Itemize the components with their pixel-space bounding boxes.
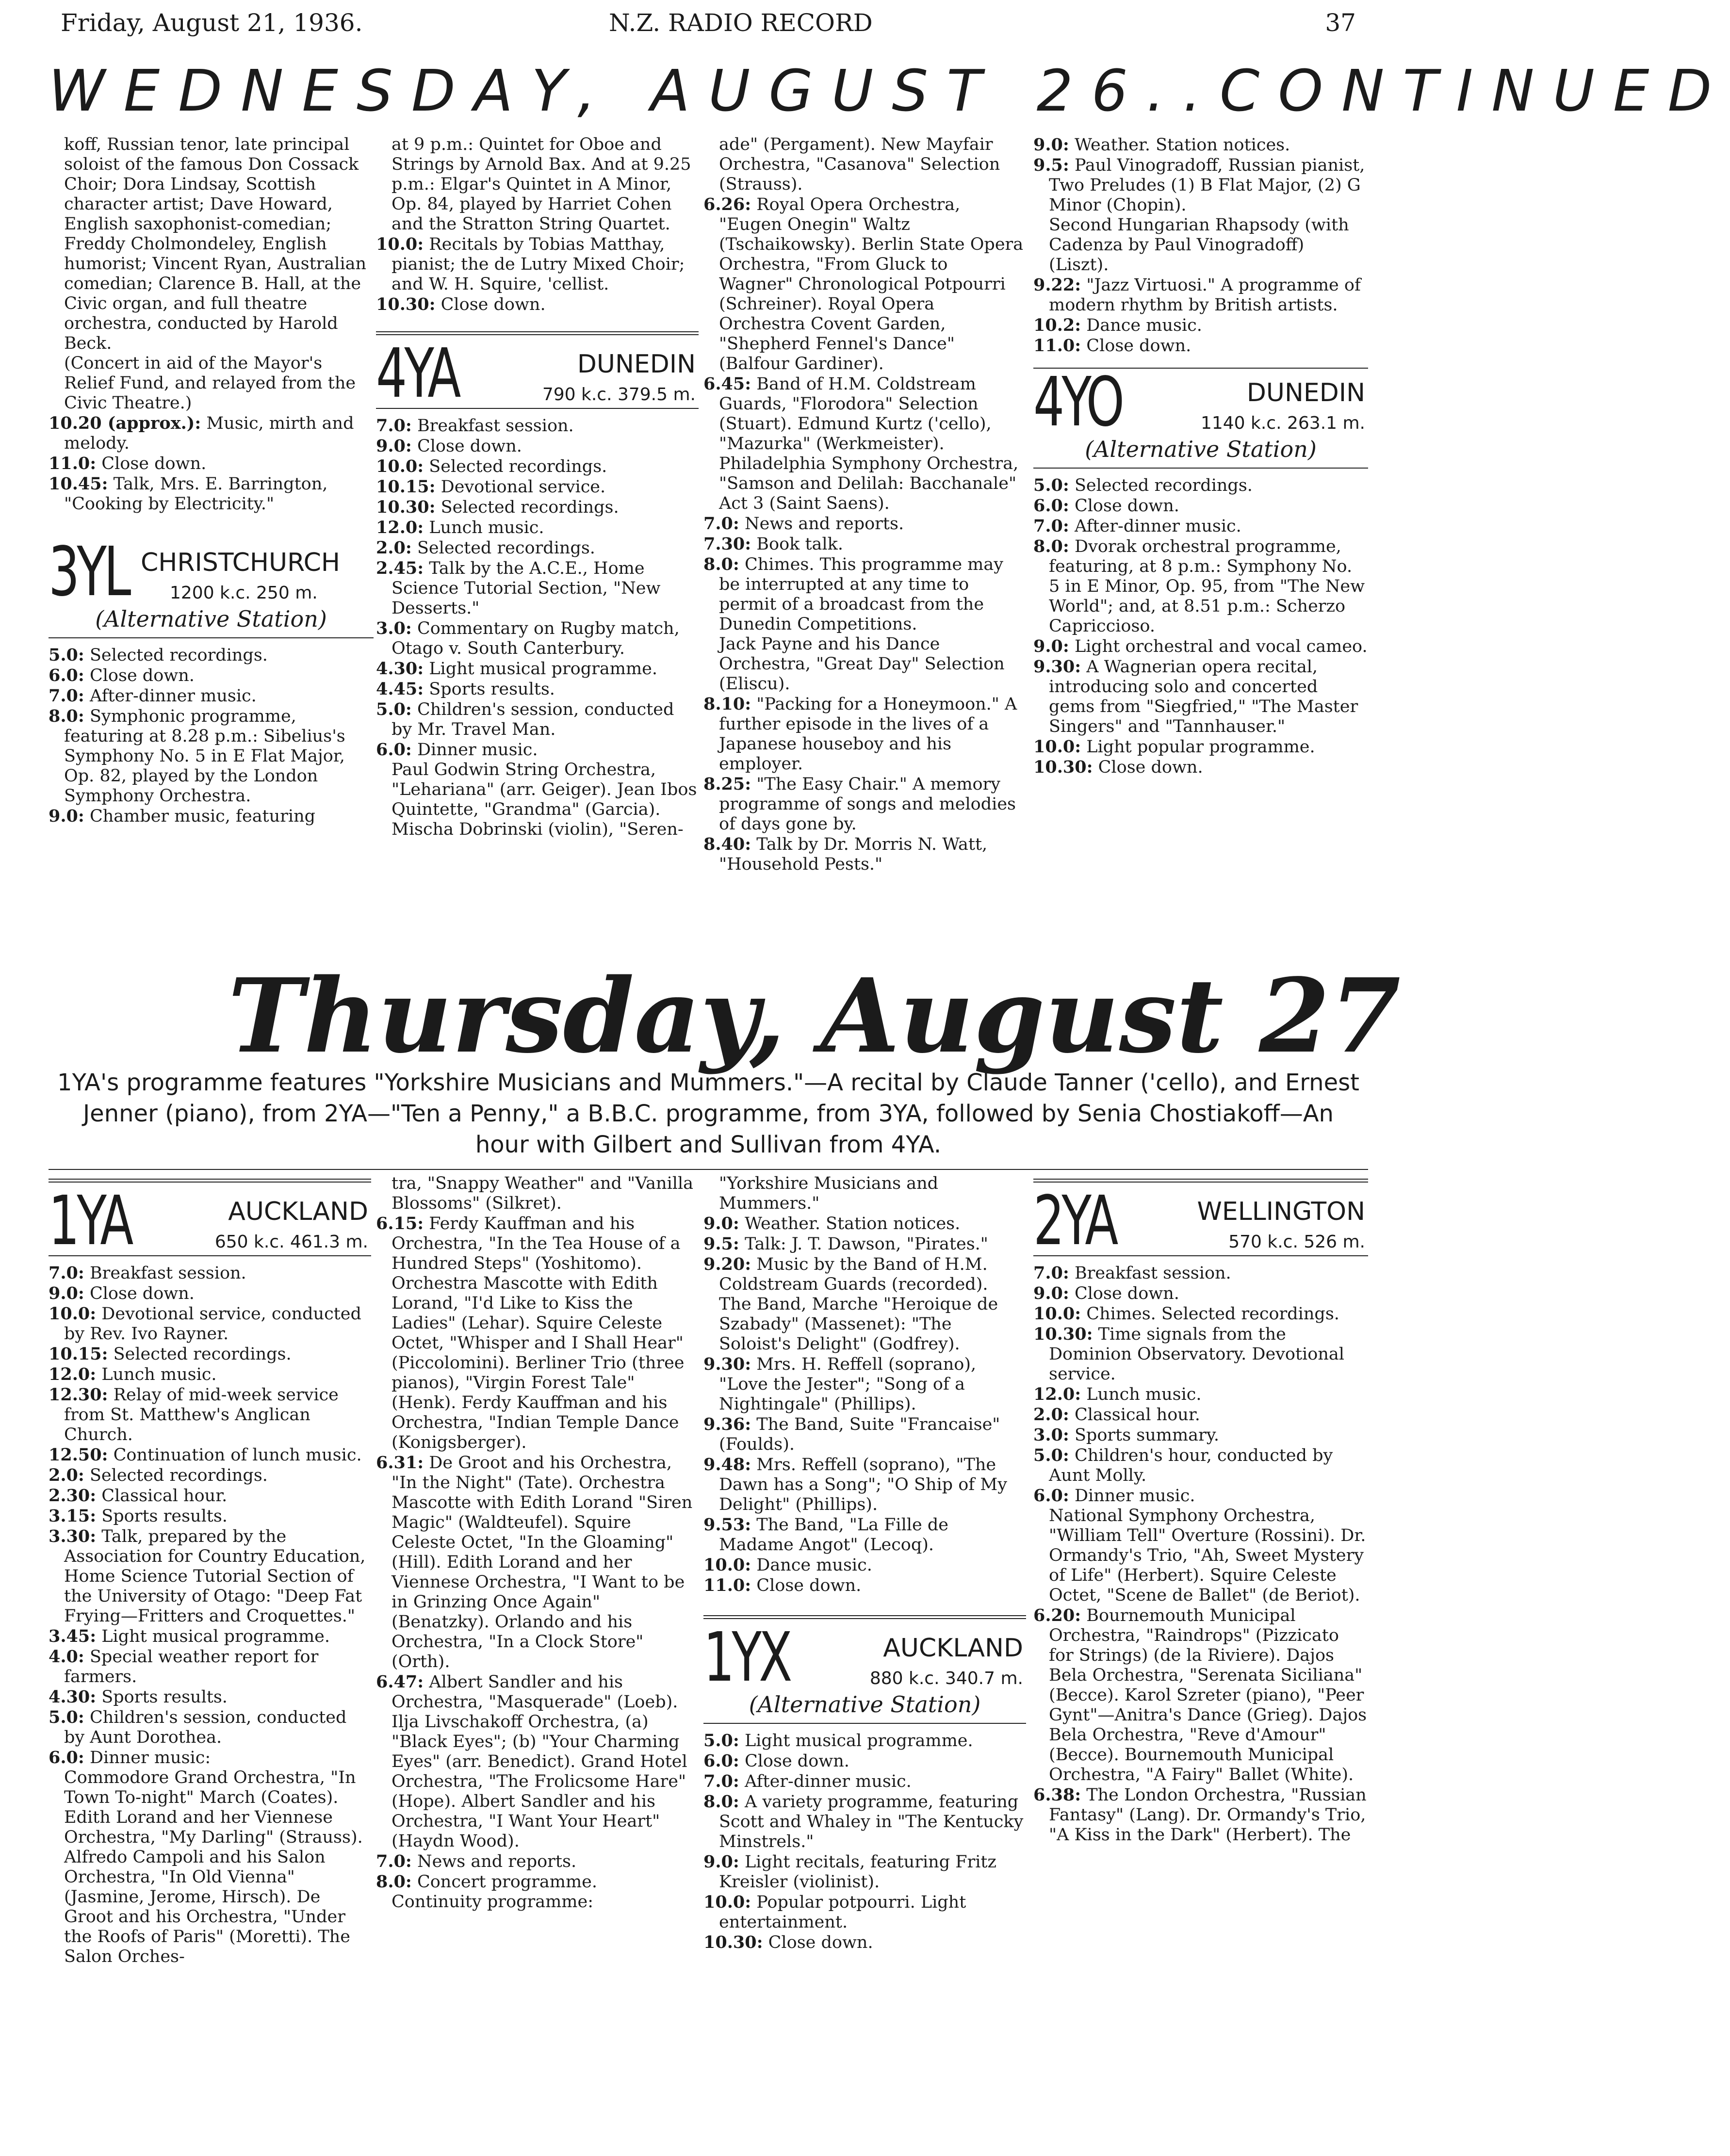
schedule-entry: 9.0: Light recitals, featuring Fritz Kreisler (violinist). (703, 1852, 996, 1892)
schedule-entry: 7.0: News and reports. (703, 514, 904, 534)
schedule-entry: 8.40: Talk by Dr. Morris N. Watt, "Household Pests." (703, 834, 988, 874)
schedule-entry: 8.0: Concert programme. (376, 1872, 597, 1892)
schedule-entry: 9.0: Close down. (49, 1283, 195, 1303)
station-city: DUNEDIN (1246, 378, 1365, 407)
magazine-title: N.Z. RADIO RECORD (609, 9, 873, 37)
schedule-entry: (Concert in aid of the Mayor's Relief Fund, and relayed from the Civic Theatre.) (64, 354, 356, 413)
station-frequency: 650 k.c. 461.3 m. (214, 1232, 368, 1252)
thu-1ya-schedule (49, 1263, 371, 1967)
schedule-entry: 9.20: Music by the Band of H.M. Coldstream Guards (recorded). (703, 1254, 988, 1294)
schedule-entry: ade" (Pergament). New Mayfair Orchestra, "Casanova" Selection (Strauss). (719, 135, 1000, 194)
station-city: WELLINGTON (1197, 1197, 1365, 1226)
schedule-entry: 9.36: The Band, Suite "Francaise" (Foulds). (703, 1414, 1000, 1454)
wed-3yl-schedule (49, 645, 374, 827)
schedule-entry: 5.0: Children's session, conducted by Mr. Travel Man. (376, 699, 674, 739)
schedule-entry: 9.30: Mrs. H. Reffell (soprano), "Love the Jester"; "Song of a Nightingale" (Phillips). (703, 1354, 977, 1414)
thu-column-2 (376, 1174, 699, 1912)
schedule-entry: 12.0: Lunch music. (376, 518, 544, 537)
schedule-entry: 10.2: Dance music. (1033, 315, 1202, 335)
schedule-entry: koff, Russian tenor, late principal soloist of the famous Don Cossack Choir; Dora Lindsay, Scottish character artist; Dave Howard, English saxophonist-comedian; Freddy Cholmondeley, English humorist; Vincent Ryan, Australian comedian; Clarence B. Hall, at the Civic organ, and full theatre orchestra, conducted by Harold Beck. (64, 135, 367, 353)
schedule-entry: 9.0: Light orchestral and vocal cameo. (1033, 636, 1368, 656)
schedule-entry: 8.0: Chimes. This programme may be interrupted at any time to permit of a broadcast from the Dunedin Competitions. (703, 554, 1003, 634)
station-call-sign: 3YL (49, 533, 129, 612)
schedule-entry: 6.0: Dinner music. (1033, 1486, 1195, 1506)
schedule-entry: 5.0: Selected recordings. (1033, 475, 1253, 495)
schedule-entry: 10.0: Popular potpourri. Light entertainment. (703, 1892, 966, 1932)
schedule-entry: 10.30: Close down. (376, 294, 546, 314)
schedule-entry: 12.50: Continuation of lunch music. (49, 1445, 362, 1465)
schedule-entry: 6.20: Bournemouth Municipal Orchestra, "Raindrops" (Pizzicato for Strings) (de la Riviere). Dajos Bela Orchestra, "Serenata Siciliana" (Becce). Karol Szreter (piano), "Peer Gynt"—Anitra's Dance (Grieg). Dajos Bela Orchestra, "Reve d'Amour" (Becce). Bournemouth Municipal Orchestra, "A Fairy" Ballet (White). (1033, 1605, 1367, 1784)
station-frequency: 790 k.c. 379.5 m. (542, 385, 696, 405)
thu-1ya-evening (703, 1174, 1026, 1596)
station-frequency: 1200 k.c. 250 m. (170, 583, 318, 603)
station-1ya (49, 1182, 371, 1261)
station-frequency: 880 k.c. 340.7 m. (869, 1669, 1023, 1688)
schedule-entry: 8.0: Dvorak orchestral programme, featuring, at 8 p.m.: Symphony No. 5 in E Minor, Op. 95, from "The New World"; and, at 8.51 p.m.: Scherzo Capriccioso. (1033, 536, 1365, 636)
schedule-entry: 7.0: Breakfast session. (376, 416, 574, 436)
schedule-entry: 9.0: Close down. (376, 436, 522, 456)
schedule-entry: 11.0: Close down. (1033, 336, 1191, 356)
schedule-entry: 4.45: Sports results. (376, 679, 555, 699)
schedule-entry: 2.0: Classical hour. (1033, 1405, 1200, 1425)
schedule-entry: 5.0: Children's hour, conducted by Aunt Molly. (1033, 1445, 1333, 1485)
schedule-entry: 10.20 (approx.): Music, mirth and melody. (49, 413, 354, 453)
schedule-entry: 8.0: A variety programme, featuring Scott and Whaley in "The Kentucky Minstrels." (703, 1792, 1024, 1851)
schedule-entry: 8.0: Symphonic programme, featuring at 8.28 p.m.: Sibelius's Symphony No. 5 in E Flat Major, Op. 82, played by the London Symphony Orchestra. (49, 706, 345, 806)
schedule-entry: 7.30: Book talk. (703, 534, 843, 554)
schedule-entry: 2.30: Classical hour. (49, 1486, 228, 1506)
schedule-entry: 9.0: Chamber music, featuring (49, 806, 316, 826)
schedule-entry: 9.22: "Jazz Virtuosi." A programme of modern rhythm by British artists. (1033, 275, 1361, 315)
station-4ya (376, 334, 699, 413)
schedule-entry: 8.25: "The Easy Chair." A memory programme of songs and melodies of days gone by. (703, 774, 1016, 834)
schedule-entry: 10.0: Light popular programme. (1033, 737, 1315, 757)
thu-column-3 (703, 1174, 1026, 1953)
thu-1ya-dinner-cont (376, 1174, 699, 1912)
schedule-entry: 9.5: Paul Vinogradoff, Russian pianist, Two Preludes (1) B Flat Major, (2) G Minor (Chopin). (1033, 155, 1365, 215)
schedule-entry: 9.0: Weather. Station notices. (703, 1214, 961, 1233)
schedule-entry: 6.26: Royal Opera Orchestra, "Eugen Onegin" Waltz (Tschaikowsky). Berlin State Opera Orchestra, "From Gluck to Wagner" Chronological Potpourri (Schreiner). Royal Opera Orchestra Covent Garden, "Shepherd Fennel's Dance" (Balfour Gardiner). (703, 195, 1024, 373)
schedule-entry: 3.30: Talk, prepared by the Association for Country Education, Home Science Tutorial Section of the University of Otago: "Deep Fat Frying—Fritters and Croquettes." (49, 1526, 366, 1626)
station-alternative-label: (Alternative Station) (1085, 436, 1317, 462)
schedule-entry: 7.0: After-dinner music. (1033, 516, 1241, 536)
schedule-entry: Commodore Grand Orchestra, "In Town To-night" March (Coates). Edith Lorand and her Viennese Orchestra, "My Darling" (Strauss). Alfredo Campoli and his Salon Orchestra, "In Old Vienna" (Jasmine, Jerome, Hirsch). De Groot and his Orchestra, "Under the Roofs of Paris" (Moretti). The Salon Orches- (64, 1768, 363, 1966)
page-number: 37 (1325, 9, 1356, 37)
schedule-entry: 6.38: The London Orchestra, "Russian Fantasy" (Lang). Dr. Ormandy's Trio, "A Kiss in the Dark" (Herbert). The (1033, 1785, 1367, 1845)
schedule-entry: 5.0: Light musical programme. (703, 1731, 973, 1751)
schedule-entry: 10.0: Dance music. (703, 1555, 872, 1575)
station-frequency: 570 k.c. 526 m. (1228, 1232, 1365, 1252)
schedule-entry: 11.0: Close down. (49, 454, 207, 473)
station-4yo (1033, 363, 1368, 469)
schedule-entry: National Symphony Orchestra, "William Tell" Overture (Rossini). Dr. Ormandy's Trio, "Ah, Sweet Mystery of Life" (Herbert). Squire Celeste Octet, "Scene de Ballet" (de Beriot). (1049, 1506, 1366, 1605)
station-2ya (1033, 1182, 1368, 1261)
schedule-entry: 10.30: Time signals from the Dominion Observatory. Devotional service. (1033, 1324, 1344, 1384)
schedule-entry: Paul Godwin String Orchestra, "Lehariana" (arr. Geiger). Jean Ibos Quintette, "Grandma" (Garcia). Mischa Dobrinski (violin), "Seren- (392, 760, 697, 839)
schedule-entry: 9.48: Mrs. Reffell (soprano), "The Dawn has a Song"; "O Ship of My Delight" (Phillips). (703, 1455, 1007, 1514)
thu-column-1 (49, 1174, 371, 1967)
schedule-entry: 6.0: Dinner music. (376, 740, 538, 760)
schedule-entry: tra, "Snappy Weather" and "Vanilla Blossoms" (Silkret). (392, 1174, 694, 1213)
schedule-entry: 10.0: Devotional service, conducted by Rev. Ivo Rayner. (49, 1304, 361, 1344)
wed-c2-continued (376, 135, 699, 315)
schedule-entry: Jack Payne and his Dance Orchestra, "Great Day" Selection (Eliscu). (719, 634, 1005, 694)
station-alternative-label: (Alternative Station) (749, 1691, 981, 1718)
schedule-entry: 8.10: "Packing for a Honeymoon." A further episode in the lives of a Japanese houseboy and his employer. (703, 694, 1017, 774)
station-call-sign: 2YA (1033, 1182, 1116, 1261)
schedule-entry: 12.30: Relay of mid-week service from St. Matthew's Anglican Church. (49, 1385, 339, 1444)
schedule-entry: 9.0: Weather. Station notices. (1033, 135, 1290, 155)
wednesday-continued-banner: WEDNESDAY, AUGUST 26..CONTINUED (49, 57, 1730, 124)
page-header (61, 9, 1356, 43)
schedule-entry: 6.45: Band of H.M. Coldstream Guards, "Florodora" Selection (Stuart). Edmund Kurtz ('cello), "Mazurka" (Werkmeister). Philadelphia Symphony Orchestra, "Samson and Delilah: Bacchanale" Act 3 (Saint Saens). (703, 374, 1019, 513)
schedule-entry: 4.30: Sports results. (49, 1687, 228, 1707)
schedule-entry: 6.0: Close down. (1033, 496, 1179, 516)
schedule-entry: 9.0: Close down. (1033, 1283, 1179, 1303)
thursday-intro: 1YA's programme features "Yorkshire Musicians and Mummers."—A recital by Claude Tanner ('cello), and Ernest Jenner (piano), from 2YA—"Ten a Penny," a B.B.C. programme, from 3YA, followed by Senia Chostiakoff—An hour with Gilbert and Sullivan from 4YA. (57, 1069, 1359, 1158)
schedule-entry: 6.31: De Groot and his Orchestra, "In the Night" (Tate). Orchestra Mascotte with Edith Lorand "Siren Magic" (Waldteufel). Squire Celeste Octet, "In the Gloaming" (Hill). Edith Lorand and her Viennese Orchestra, "I Want to be in Grinzing Once Again" (Benatzky). Orlando and his Orchestra, "In a Clock Store" (Orth). (376, 1453, 693, 1671)
schedule-entry: 10.0: Selected recordings. (376, 456, 607, 476)
station-call-sign: 4YO (1033, 363, 1122, 442)
schedule-entry: 10.30: Selected recordings. (376, 497, 619, 517)
station-call-sign: 1YX (703, 1618, 790, 1697)
schedule-entry: 10.30: Close down. (703, 1932, 873, 1952)
wed-column-1 (49, 135, 374, 827)
schedule-entry: 2.0: Selected recordings. (49, 1465, 268, 1485)
intro-rule (49, 1169, 1368, 1170)
schedule-entry: 10.45: Talk, Mrs. E. Barrington, "Cooking by Electricity." (49, 474, 328, 514)
schedule-entry: 6.47: Albert Sandler and his Orchestra, "Masquerade" (Loeb). Ilja Livschakoff Orchestra, (a) "Black Eyes"; (b) "Your Charming Eyes" (arr. Benedict). Grand Hotel Orchestra, "The Frolicsome Hare" (Hope). Albert Sandler and his Orchestra, "I Want Your Heart" (Haydn Wood). (376, 1672, 687, 1851)
schedule-entry: 9.30: A Wagnerian opera recital, introducing solo and concerted gems from "Siegfried," "The Master Singers" and "Tannhauser." (1033, 657, 1358, 736)
schedule-entry: 6.15: Ferdy Kauffman and his Orchestra, "In the Tea House of a Hundred Steps" (Yoshitomo). Orchestra Mascotte with Edith Lorand, "I'd Like to Kiss the Ladies" (Lehar). Squire Celeste Octet, "Whisper and I Shall Hear" (Piccolomini). Berliner Trio (three pianos), "Virgin Forest Tale" (Henk). Ferdy Kauffman and his Orchestra, "Indian Temple Dance (Konigsberger). (376, 1214, 685, 1452)
schedule-entry: 2.45: Talk by the A.C.E., Home Science Tutorial Section, "New Desserts." (376, 558, 661, 618)
thu-1yx-schedule (703, 1731, 1026, 1953)
thursday-heading: Thursday, August 27 (228, 956, 1401, 1076)
schedule-entry: 9.53: The Band, "La Fille de Madame Angot" (Lecoq). (703, 1515, 948, 1555)
schedule-entry: 7.0: After-dinner music. (703, 1771, 912, 1791)
schedule-entry: 3.0: Sports summary. (1033, 1425, 1220, 1445)
schedule-entry: 6.0: Close down. (49, 665, 195, 685)
station-3yl (49, 533, 374, 638)
schedule-entry: 4.0: Special weather report for farmers. (49, 1647, 319, 1686)
station-frequency: 1140 k.c. 263.1 m. (1200, 413, 1365, 433)
schedule-entry: 7.0: Breakfast session. (49, 1263, 246, 1283)
station-alternative-label: (Alternative Station) (95, 606, 327, 632)
wed-4ya-late (1033, 135, 1368, 356)
station-call-sign: 4YA (376, 334, 458, 413)
schedule-entry: 7.0: News and reports. (376, 1851, 577, 1871)
schedule-entry: Continuity programme: (392, 1892, 593, 1912)
schedule-entry: The Band, Marche "Heroique de Szabady" (Massenet): "The Soloist's Delight" (Godfrey). (719, 1295, 998, 1354)
schedule-entry: 6.0: Close down. (703, 1751, 849, 1771)
schedule-entry: 2.0: Selected recordings. (376, 538, 595, 558)
issue-date: Friday, August 21, 1936. (61, 9, 363, 37)
station-city: AUCKLAND (228, 1197, 368, 1226)
schedule-entry: at 9 p.m.: Quintet for Oboe and Strings by Arnold Bax. And at 9.25 p.m.: Elgar's Quintet in A Minor, Op. 84, played by Harriet Cohen and the Stratton String Quartet. (392, 135, 691, 234)
schedule-entry: 12.0: Lunch music. (1033, 1384, 1202, 1404)
schedule-entry: "Yorkshire Musicians and Mummers." (719, 1174, 939, 1213)
schedule-entry: 10.0: Chimes. Selected recordings. (1033, 1304, 1339, 1324)
schedule-entry: 3.0: Commentary on Rugby match, Otago v. South Canterbury. (376, 618, 680, 658)
schedule-entry: 10.30: Close down. (1033, 757, 1203, 777)
schedule-entry: 4.30: Light musical programme. (376, 659, 657, 679)
wed-4ya-schedule (376, 416, 699, 840)
schedule-entry: 12.0: Lunch music. (49, 1364, 217, 1384)
station-call-sign: 1YA (49, 1182, 131, 1261)
station-city: AUCKLAND (883, 1634, 1023, 1663)
schedule-entry: 9.5: Talk: J. T. Dawson, "Pirates." (703, 1234, 988, 1254)
schedule-entry: 6.0: Dinner music: (49, 1748, 211, 1767)
wed-4ya-schedule-cont (703, 135, 1026, 875)
schedule-entry: 5.0: Children's session, conducted by Aunt Dorothea. (49, 1707, 347, 1747)
thu-2ya-schedule (1033, 1263, 1368, 1845)
schedule-entry: 5.0: Selected recordings. (49, 645, 268, 665)
schedule-entry: 11.0: Close down. (703, 1575, 862, 1595)
schedule-entry: 10.15: Devotional service. (376, 477, 606, 497)
wed-column-2 (376, 135, 699, 840)
station-city: CHRISTCHURCH (141, 548, 341, 577)
schedule-entry: 7.0: After-dinner music. (49, 686, 257, 706)
station-1yx (703, 1618, 1026, 1724)
wed-column-4 (1033, 135, 1368, 778)
station-city: DUNEDIN (577, 350, 696, 379)
wed-c1-continued (49, 135, 374, 514)
wed-4yo-schedule (1033, 475, 1368, 778)
schedule-entry: 10.0: Recitals by Tobias Matthay, pianist; the de Lutry Mixed Choir; and W. H. Squire, 'cellist. (376, 234, 685, 294)
schedule-entry: 3.45: Light musical programme. (49, 1626, 330, 1646)
schedule-entry: 3.15: Sports results. (49, 1506, 228, 1526)
schedule-entry: 7.0: Breakfast session. (1033, 1263, 1231, 1283)
wed-column-3 (703, 135, 1026, 875)
schedule-entry: Second Hungarian Rhapsody (with Cadenza by Paul Vinogradoff) (Liszt). (1049, 215, 1349, 275)
schedule-entry: 10.15: Selected recordings. (49, 1344, 292, 1364)
thu-column-4 (1033, 1174, 1368, 1845)
